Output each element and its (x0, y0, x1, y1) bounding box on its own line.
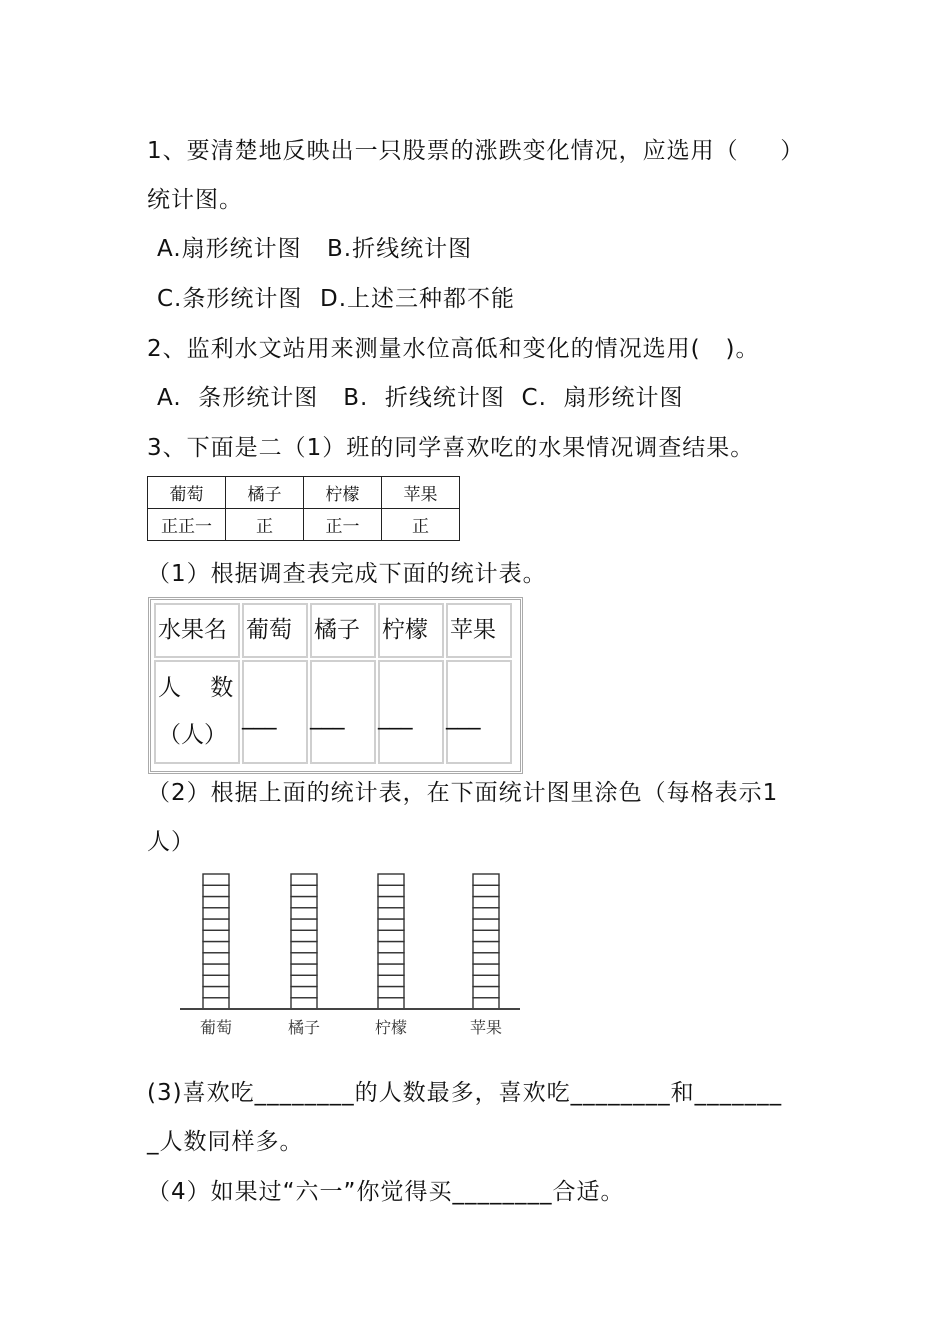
chart-cell[interactable] (203, 964, 229, 975)
chart-cell[interactable] (203, 987, 229, 998)
chart-cell[interactable] (291, 964, 317, 975)
stat-fruit-orange: 橘子 (314, 617, 360, 643)
chart-cell[interactable] (378, 987, 404, 998)
q1-option-d: D.上述三种都不能 (320, 286, 516, 312)
q3-part3: (3)喜欢吃________的人数最多，喜欢吃________和_______ (147, 1080, 783, 1106)
chart-cell[interactable] (291, 919, 317, 930)
chart-category-label: 橘子 (287, 1018, 321, 1037)
chart-column-2[interactable] (291, 874, 317, 1009)
q3-intro: 3、下面是二（1）班的同学喜欢吃的水果情况调查结果。 (147, 435, 755, 461)
stat-table (148, 597, 523, 774)
q1-stem: 1、要清楚地反映出一只股票的涨跌变化情况，应选用（ ） (147, 138, 805, 164)
chart-cell[interactable] (473, 908, 499, 919)
chart-cell[interactable] (378, 942, 404, 953)
chart-cell[interactable] (378, 953, 404, 964)
fruit-bar-chart (180, 862, 520, 1042)
chart-cell[interactable] (291, 975, 317, 986)
stat-fruit-apple: 苹果 (450, 617, 496, 643)
chart-cell[interactable] (291, 953, 317, 964)
chart-cell[interactable] (203, 942, 229, 953)
chart-cell[interactable] (203, 953, 229, 964)
q3-part1: （1）根据调查表完成下面的统计表。 (147, 561, 547, 587)
chart-cell[interactable] (203, 998, 229, 1009)
chart-cell[interactable] (473, 998, 499, 1009)
chart-cell[interactable] (378, 964, 404, 975)
stat-row-label: 人 数 (158, 675, 234, 701)
chart-cell[interactable] (291, 998, 317, 1009)
chart-cell[interactable] (378, 919, 404, 930)
tally-header-apple: 苹果 (382, 477, 460, 509)
q2-stem: 2、监利水文站用来测量水位高低和变化的情况选用( )。 (147, 336, 760, 362)
chart-cell[interactable] (203, 874, 229, 885)
q3-part3-cont: _人数同样多。 (147, 1129, 304, 1155)
chart-cell[interactable] (291, 874, 317, 885)
tally-marks-orange: 正 (226, 509, 304, 541)
chart-cell[interactable] (203, 930, 229, 941)
stat-fruit-lemon: 柠檬 (382, 617, 428, 643)
q3-part2-cont: 人） (147, 829, 195, 855)
tally-table (147, 476, 460, 541)
q1-option-c: C.条形统计图 (157, 286, 303, 312)
chart-cell[interactable] (378, 930, 404, 941)
chart-cell[interactable] (203, 975, 229, 986)
chart-category-label: 柠檬 (374, 1018, 408, 1037)
chart-cell[interactable] (291, 885, 317, 896)
chart-cell[interactable] (291, 908, 317, 919)
chart-cell[interactable] (291, 942, 317, 953)
chart-cell[interactable] (291, 930, 317, 941)
stat-blank-orange: ___ (310, 704, 345, 730)
chart-cell[interactable] (473, 874, 499, 885)
stat-blank-lemon: ___ (378, 704, 413, 730)
chart-cell[interactable] (203, 908, 229, 919)
q1-option-a: A.扇形统计图 (157, 236, 302, 262)
tally-marks-lemon: 正一 (304, 509, 382, 541)
q1-option-b: B.折线统计图 (327, 236, 473, 262)
tally-header-grape: 葡萄 (148, 477, 226, 509)
chart-cell[interactable] (378, 885, 404, 896)
chart-cell[interactable] (473, 953, 499, 964)
chart-column-1[interactable] (203, 874, 229, 1009)
chart-column-3[interactable] (378, 874, 404, 1009)
q3-part4: （4）如果过“六一”你觉得买________合适。 (147, 1179, 625, 1205)
stat-fruit-grape: 葡萄 (246, 617, 292, 643)
q1-stem-cont: 统计图。 (147, 187, 243, 213)
chart-cell[interactable] (203, 885, 229, 896)
chart-cell[interactable] (473, 885, 499, 896)
chart-cell[interactable] (473, 975, 499, 986)
chart-column-4[interactable] (473, 874, 499, 1009)
chart-cell[interactable] (473, 919, 499, 930)
chart-cell[interactable] (203, 897, 229, 908)
tally-header-orange: 橘子 (226, 477, 304, 509)
chart-cell[interactable] (473, 930, 499, 941)
chart-cell[interactable] (378, 874, 404, 885)
q3-part2: （2）根据上面的统计表，在下面统计图里涂色（每格表示1 (147, 780, 779, 806)
stat-blank-apple: ___ (446, 704, 481, 730)
chart-category-label: 苹果 (469, 1018, 503, 1037)
chart-cell[interactable] (473, 897, 499, 908)
stat-row-unit: （人） (158, 722, 227, 748)
tally-marks-grape: 正正一 (148, 509, 226, 541)
tally-header-lemon: 柠檬 (304, 477, 382, 509)
chart-cell[interactable] (378, 897, 404, 908)
chart-cell[interactable] (378, 908, 404, 919)
chart-cell[interactable] (378, 998, 404, 1009)
chart-cell[interactable] (473, 987, 499, 998)
chart-cell[interactable] (291, 897, 317, 908)
stat-header-label: 水果名 (158, 617, 227, 643)
q2-options: A. 条形统计图 B. 折线统计图 C. 扇形统计图 (157, 385, 684, 411)
chart-cell[interactable] (473, 942, 499, 953)
chart-cell[interactable] (291, 987, 317, 998)
chart-category-label: 葡萄 (199, 1018, 233, 1037)
chart-cell[interactable] (378, 975, 404, 986)
tally-marks-apple: 正 (382, 509, 460, 541)
chart-cell[interactable] (473, 964, 499, 975)
chart-cell[interactable] (203, 919, 229, 930)
stat-blank-grape: ___ (242, 704, 277, 730)
